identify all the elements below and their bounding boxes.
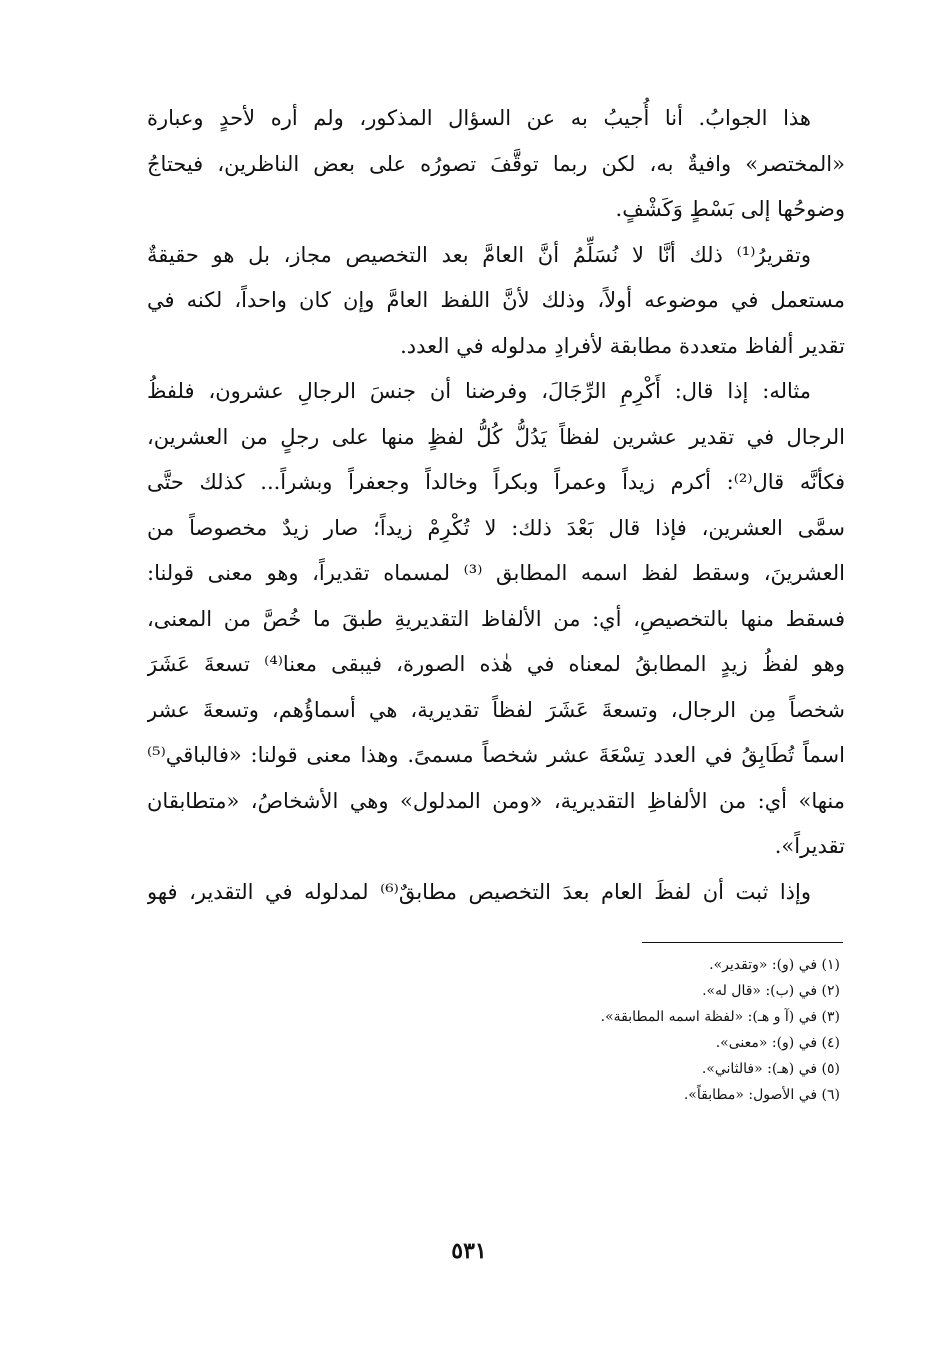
body-line: تقديراً».	[774, 834, 845, 858]
footnote: (٥) في (هـ): «فالثاني».	[701, 1061, 840, 1077]
body-line: مثاله: إذا قال: أَكْرِمِ الرِّجَالَ، وفرضنا أن جنسَ الرجالِ عشرون، فلفظُ	[147, 379, 811, 403]
footnote: (٣) في (آ و هـ): «لفظة اسمه المطابقة».	[600, 1009, 840, 1025]
footnotes-block	[420, 952, 840, 1108]
body-line: العشرينَ، وسقط لفظ اسمه المطابق ⁽³⁾ لمسماه تقديراً، وهو معنى قولنا:	[147, 561, 845, 585]
body-line: وهو لفظُ زيدٍ المطابقُ لمعناه في هٰذه الصورة، فيبقى معنا⁽⁴⁾ تسعةَ عَشَرَ	[147, 652, 845, 676]
body-line: مستعمل في موضوعه أولاً، وذلك لأنَّ اللفظ العامَّ وإن كان واحداً، لكنه في	[147, 288, 845, 312]
body-line: «المختصر» وافيةٌ به، لكن ربما توقَّفَ تصورُه على بعض الناظرين، فيحتاجُ	[147, 151, 845, 176]
body-line: سمَّى العشرين، فإذا قال بَعْدَ ذلك: لا تُكْرِمْ زيداً؛ صار زيدٌ مخصوصاً من	[147, 515, 845, 540]
footnote: (٢) في (ب): «قال له».	[702, 983, 840, 999]
body-line: الرجال في تقدير عشرين لفظاً يَدُلُّ كُلُّ لفظٍ منها على رجلٍ من العشرين،	[147, 424, 845, 449]
body-line: تقدير ألفاظ متعددة مطابقة لأفرادِ مدلوله في العدد.	[400, 333, 845, 358]
footnote: (١) في (و): «وتقدير».	[709, 957, 840, 973]
footnote: (٤) في (و): «معنى».	[715, 1035, 840, 1051]
body-line: وإذا ثبت أن لفظَ العام بعدَ التخصيص مطابقٌ⁽⁶⁾ لمدلوله في التقدير، فهو	[147, 879, 811, 904]
body-line: وضوحُها إلى بَسْطٍ وَكَشْفٍ.	[615, 197, 845, 221]
footnote: (٦) في الأصول: «مطابقاً».	[683, 1087, 840, 1103]
page-number: ٥٣١	[451, 1238, 487, 1264]
main-text-body	[147, 96, 845, 915]
footnote-separator	[642, 942, 843, 943]
body-line: فسقط منها بالتخصيصِ، أي: من الألفاظ التقديريةِ طبقَ ما خُصَّ من المعنى،	[147, 606, 845, 631]
body-line: وتقريرُ⁽¹⁾ ذلك أنَّا لا نُسَلِّمُ أنَّ العامَّ بعد التخصيص مجاز، بل هو حقيقةٌ	[147, 242, 811, 267]
body-line: منها» أي: من الألفاظِ التقديرية، «ومن المدلول» وهي الأشخاصُ، «متطابقان	[147, 788, 845, 813]
body-line: فكأنَّه قال⁽²⁾: أكرم زيداً وعمراً وبكراً وخالداً وجعفراً وبشراً... كذلك حتَّى	[147, 470, 845, 494]
body-line: هذا الجوابُ. أنا أُجيبُ به عن السؤال المذكور، ولم أره لأحدٍ وعبارة	[147, 106, 811, 130]
body-line: اسماً تُطَابِقُ في العدد تِسْعَةَ عشر شخصاً مسمىً. وهذا معنى قولنا: «فالباقي⁽⁵⁾	[147, 743, 845, 767]
body-line: شخصاً مِن الرجال، وتسعةَ عَشَرَ لفظاً تقديرية، هي أسماؤُهم، وتسعةَ عشر	[147, 697, 845, 722]
